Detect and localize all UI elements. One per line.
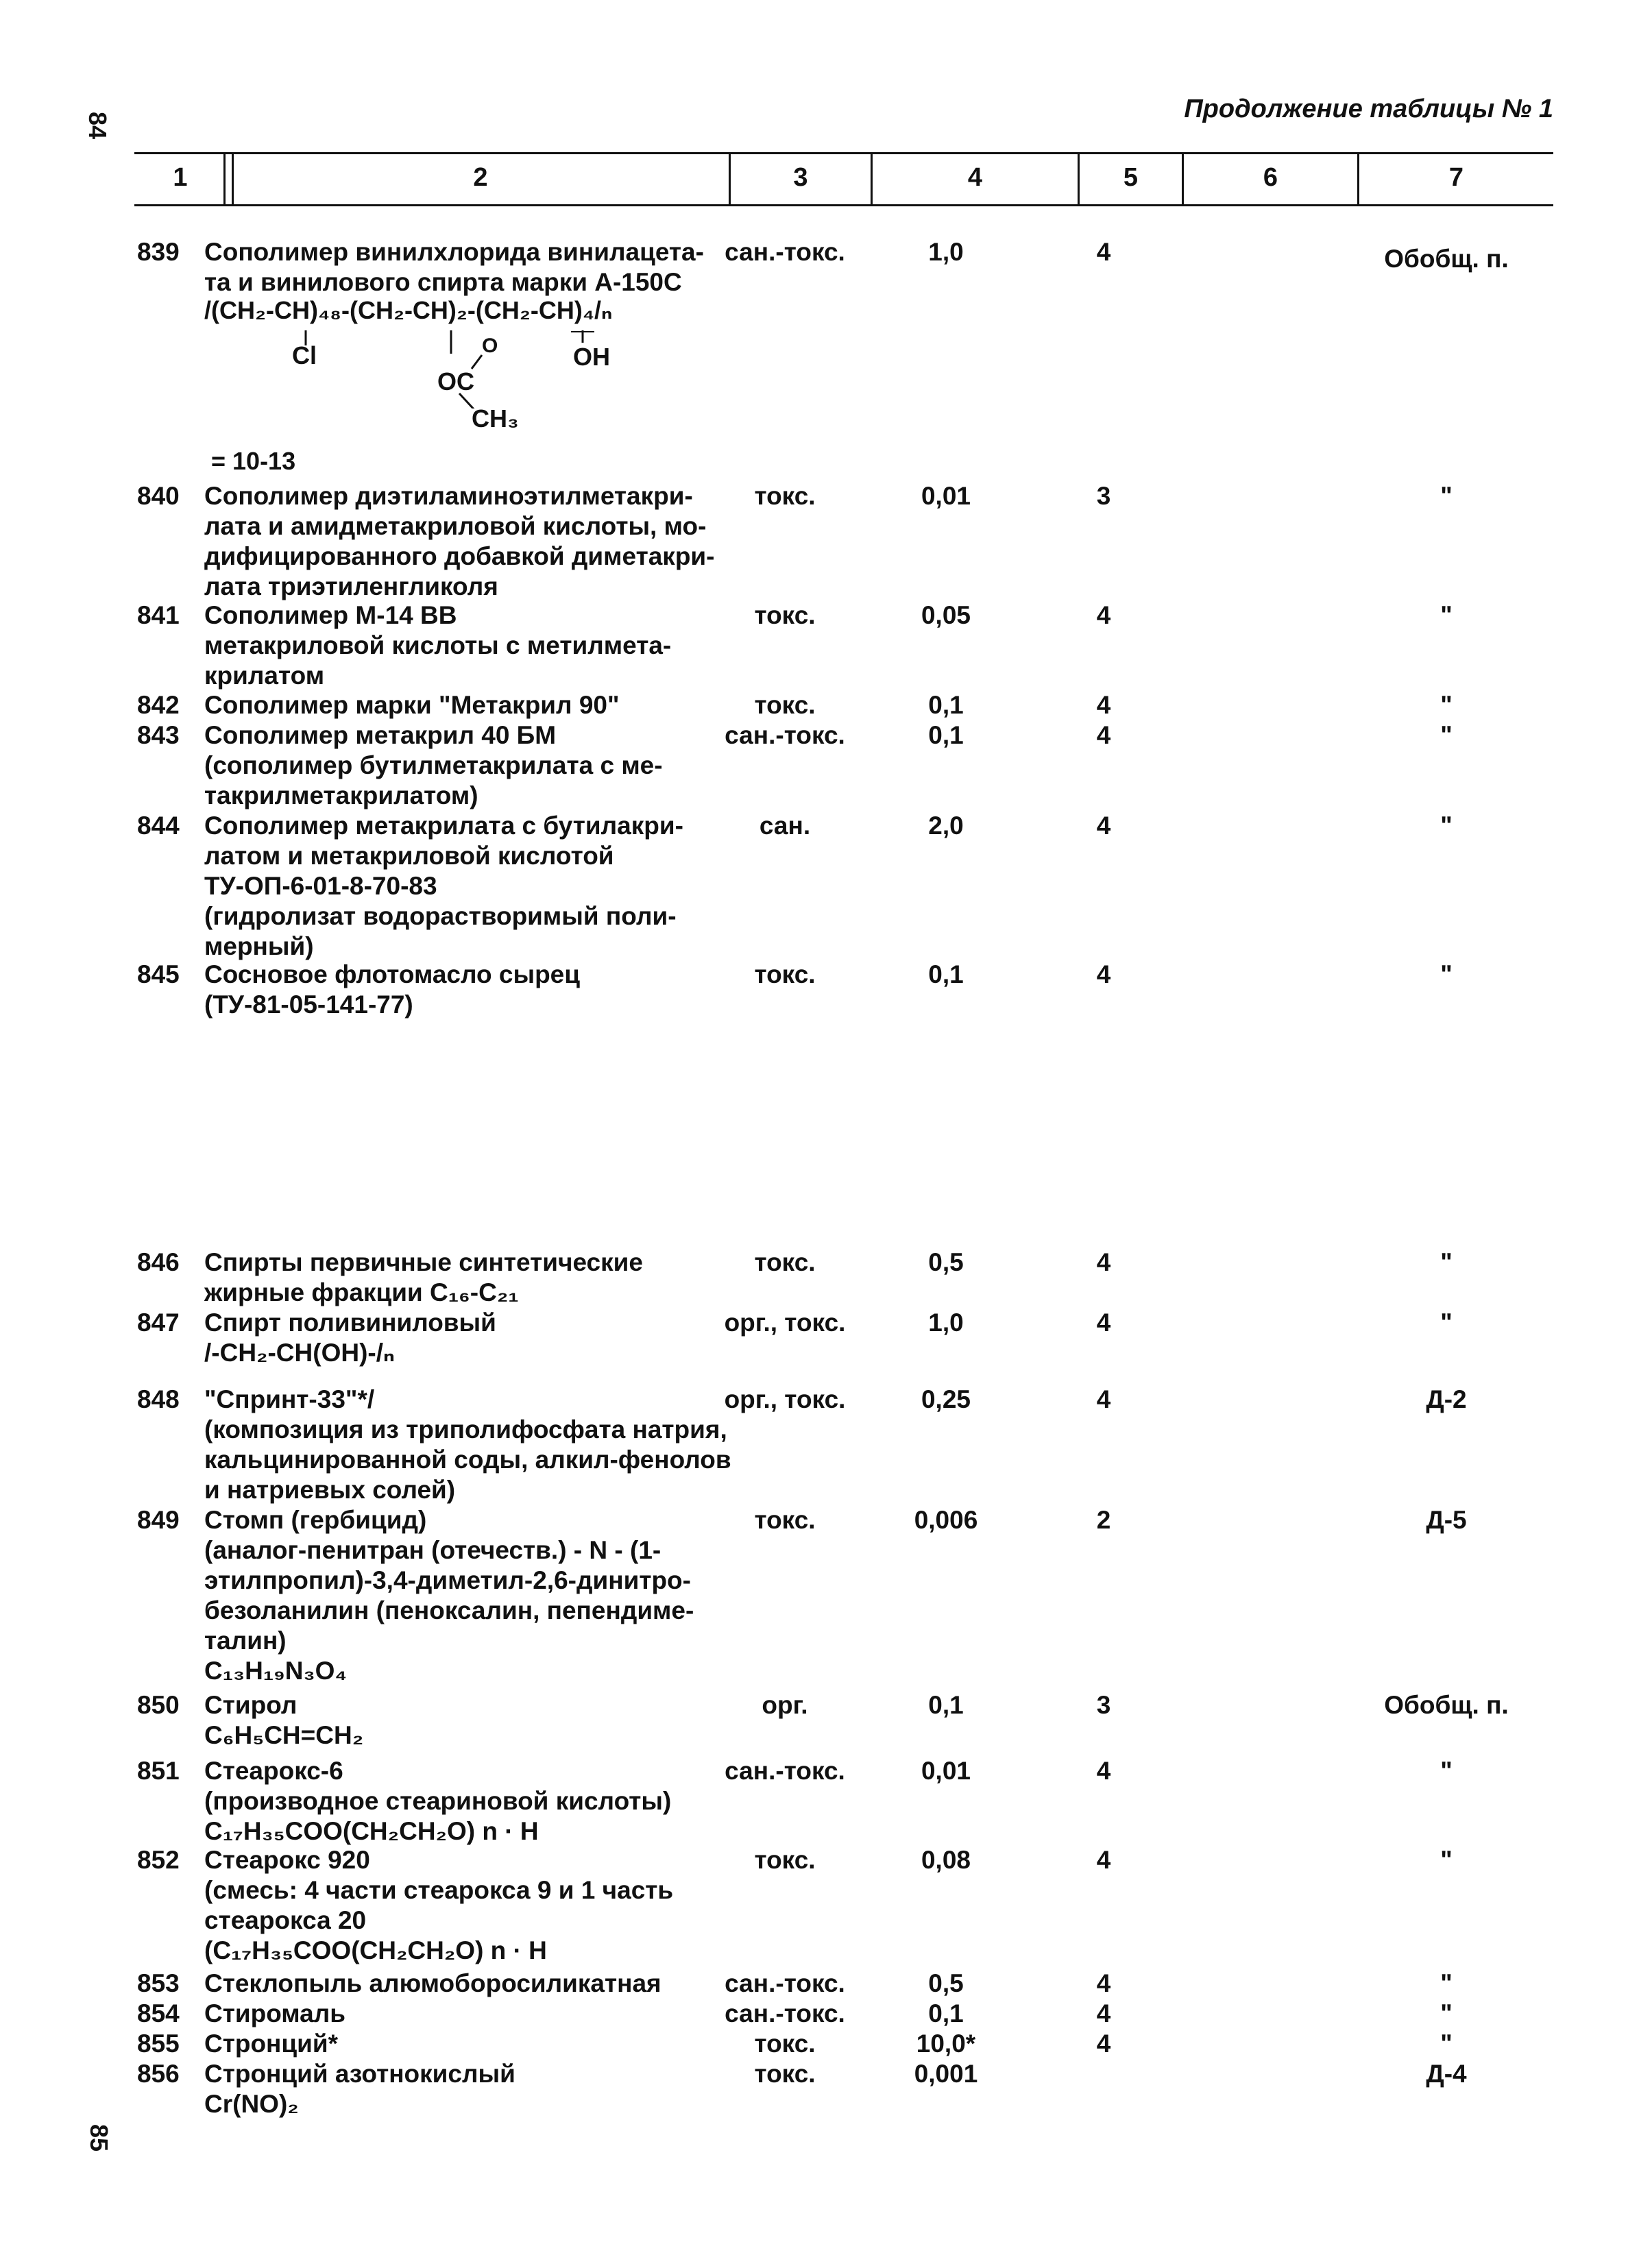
name-line: Стирол bbox=[204, 1691, 297, 1719]
row-number: 849 bbox=[137, 1506, 180, 1534]
name-line: Сополимер диэтиламиноэтилметакри- bbox=[204, 482, 693, 510]
header-col-5: 5 bbox=[1123, 163, 1139, 192]
name-line: Стронций азотнокислый bbox=[204, 2060, 515, 2088]
name-line: Сополимер метакрил 40 БМ bbox=[204, 721, 557, 749]
formula-o: O bbox=[482, 334, 498, 357]
name-line: Cr(NO)₂ bbox=[204, 2090, 299, 2118]
substance-name bbox=[204, 1247, 725, 1308]
header-col-7: 7 bbox=[1448, 163, 1464, 192]
continuation-title: Продолжение таблицы № 1 bbox=[1184, 95, 1553, 123]
name-line: Стронций* bbox=[204, 2030, 339, 2058]
hazard-class: 4 bbox=[1096, 1999, 1111, 2027]
method: " bbox=[1440, 721, 1453, 749]
hazard-indicator: токс. bbox=[754, 2030, 816, 2058]
substance-name bbox=[204, 481, 725, 602]
hazard-indicator: токс. bbox=[754, 2060, 816, 2088]
name-line: C₁₇H₃₅COO(CH₂CH₂O) n · H bbox=[204, 1817, 539, 1845]
row-number: 855 bbox=[137, 2030, 180, 2058]
limit-value: 0,08 bbox=[921, 1846, 971, 1874]
substance-name bbox=[204, 600, 725, 691]
name-line: и натриевых солей) bbox=[204, 1476, 456, 1504]
method: Д-4 bbox=[1426, 2060, 1467, 2088]
row-number: 842 bbox=[137, 691, 180, 719]
name-line: жирные фракции C₁₆-C₂₁ bbox=[204, 1278, 519, 1306]
method: " bbox=[1440, 1999, 1453, 2027]
hazard-class: 4 bbox=[1096, 1308, 1111, 1337]
header-col-3: 3 bbox=[793, 163, 808, 192]
name-line: лата и амидметакриловой кислоты, мо- bbox=[204, 512, 707, 540]
name-line: талин) bbox=[204, 1627, 287, 1655]
hazard-class: 3 bbox=[1096, 1691, 1111, 1719]
name-line: /-CH₂-CH(OH)-/ₙ bbox=[204, 1339, 395, 1367]
column-divider bbox=[223, 152, 226, 206]
name-line: Стеарокс 920 bbox=[204, 1846, 370, 1874]
row-number: 840 bbox=[137, 482, 180, 510]
name-line: Стеклопыль алюмоборосиликатная bbox=[204, 1969, 661, 1997]
limit-value: 0,006 bbox=[914, 1506, 978, 1534]
substance-name bbox=[204, 960, 725, 1020]
formula-n-range: = 10-13 bbox=[211, 447, 296, 475]
limit-value: 0,01 bbox=[921, 482, 971, 510]
hazard-class: 4 bbox=[1096, 1757, 1111, 1785]
name-line: ТУ-ОП-6-01-8-70-83 bbox=[204, 872, 437, 900]
row-number: 852 bbox=[137, 1846, 180, 1874]
limit-value: 0,1 bbox=[928, 1999, 964, 2027]
name-line: такрилметакрилатом) bbox=[204, 781, 478, 809]
limit-value: 0,25 bbox=[921, 1385, 971, 1413]
row-number: 848 bbox=[137, 1385, 180, 1413]
name-line: (гидролизат водорастворимый поли- bbox=[204, 902, 677, 930]
limit-value: 1,0 bbox=[928, 238, 964, 266]
substance-name bbox=[204, 1756, 725, 1847]
limit-value: 0,1 bbox=[928, 960, 964, 988]
method: " bbox=[1440, 960, 1453, 988]
name-line: (C₁₇H₃₅COO(CH₂CH₂O) n · H bbox=[204, 1936, 547, 1964]
name-line: (производное стеариновой кислоты) bbox=[204, 1787, 672, 1815]
header-col-4: 4 bbox=[967, 163, 983, 192]
hazard-indicator: сан.-токс. bbox=[725, 1969, 845, 1997]
name-line: "Спринт-33"*/ bbox=[204, 1385, 375, 1413]
name-line: мерный) bbox=[204, 932, 314, 960]
limit-value: 1,0 bbox=[928, 1308, 964, 1337]
hazard-indicator: токс. bbox=[754, 691, 816, 719]
method: " bbox=[1440, 812, 1453, 840]
limit-value: 0,1 bbox=[928, 1691, 964, 1719]
method: " bbox=[1440, 1757, 1453, 1785]
name-line: Стомп (гербицид) bbox=[204, 1506, 427, 1534]
substance-name bbox=[204, 1385, 731, 1505]
hazard-indicator: токс. bbox=[754, 1248, 816, 1276]
hazard-class: 3 bbox=[1096, 482, 1111, 510]
name-line: C₁₃H₁₉N₃O₄ bbox=[204, 1657, 348, 1685]
hazard-class: 4 bbox=[1096, 721, 1111, 749]
substance-name bbox=[204, 1845, 725, 1966]
limit-value: 0,001 bbox=[914, 2060, 978, 2088]
name-line: Сополимер винилхлорида винилацета- bbox=[204, 238, 704, 266]
hazard-class: 2 bbox=[1096, 1506, 1111, 1534]
name-line: этилпропил)-3,4-диметил-2,6-динитро- bbox=[204, 1566, 691, 1594]
row-number: 853 bbox=[137, 1969, 180, 1997]
hazard-class: 4 bbox=[1096, 1969, 1111, 1997]
name-line: Стиромаль bbox=[204, 1999, 346, 2027]
hazard-class: 4 bbox=[1096, 960, 1111, 988]
name-line: та и винилового спирта марки А-150С bbox=[204, 268, 682, 296]
name-line: (ТУ-81-05-141-77) bbox=[204, 990, 413, 1019]
method: " bbox=[1440, 1846, 1453, 1874]
hazard-indicator: сан. bbox=[759, 812, 811, 840]
limit-value: 10,0* bbox=[916, 2030, 976, 2058]
method: " bbox=[1440, 1969, 1453, 1997]
formula-cl: Cl bbox=[292, 341, 317, 369]
hazard-indicator: сан.-токс. bbox=[725, 1999, 845, 2027]
limit-value: 0,5 bbox=[928, 1248, 964, 1276]
limit-value: 0,1 bbox=[928, 721, 964, 749]
hazard-indicator: орг., токс. bbox=[724, 1385, 846, 1413]
name-line: кальцинированной соды, алкил-фенолов bbox=[204, 1446, 731, 1474]
method: Д-2 bbox=[1426, 1385, 1467, 1413]
method: " bbox=[1440, 1248, 1453, 1276]
hazard-class: 4 bbox=[1096, 1385, 1111, 1413]
substance-name bbox=[204, 237, 725, 297]
name-line: (аналог-пенитран (отечеств.) - N - (1- bbox=[204, 1536, 661, 1564]
formula-ch3: CH₃ bbox=[472, 404, 519, 433]
hazard-class: 4 bbox=[1096, 691, 1111, 719]
method: Д-5 bbox=[1426, 1506, 1467, 1534]
hazard-class: 4 bbox=[1096, 812, 1111, 840]
formula-oh: OH bbox=[573, 343, 610, 371]
method: " bbox=[1440, 691, 1453, 719]
hazard-indicator: орг., токс. bbox=[724, 1308, 846, 1337]
substance-name bbox=[204, 1690, 725, 1751]
row-number: 841 bbox=[137, 601, 180, 629]
name-line: Спирт поливиниловый bbox=[204, 1308, 496, 1337]
header-col-2: 2 bbox=[473, 163, 488, 192]
header-col-1: 1 bbox=[173, 163, 188, 192]
name-line: Сосновое флотомасло сырец bbox=[204, 960, 581, 988]
limit-value: 0,5 bbox=[928, 1969, 964, 1997]
substance-name bbox=[204, 1969, 725, 1999]
row-number: 856 bbox=[137, 2060, 180, 2088]
limit-value: 0,05 bbox=[921, 601, 971, 629]
limit-value: 0,01 bbox=[921, 1757, 971, 1785]
name-line: латом и метакриловой кислотой bbox=[204, 842, 614, 870]
method: Обобщ. п. bbox=[1384, 245, 1509, 273]
page-number-bottom: 85 bbox=[85, 2123, 114, 2152]
substance-name bbox=[204, 690, 725, 720]
hazard-indicator: сан.-токс. bbox=[725, 238, 845, 266]
name-line: метакриловой кислоты с метилмета- bbox=[204, 631, 672, 659]
header-col-6: 6 bbox=[1263, 163, 1278, 192]
method: " bbox=[1440, 482, 1453, 510]
row-number: 846 bbox=[137, 1248, 180, 1276]
hazard-class: 4 bbox=[1096, 238, 1111, 266]
name-line: C₆H₅CH=CH₂ bbox=[204, 1721, 364, 1749]
hazard-indicator: орг. bbox=[762, 1691, 808, 1719]
row-number: 843 bbox=[137, 721, 180, 749]
substance-name bbox=[204, 720, 725, 811]
hazard-indicator: токс. bbox=[754, 482, 816, 510]
name-line: Сополимер метакрилата с бутилакри- bbox=[204, 812, 683, 840]
row-number: 854 bbox=[137, 1999, 180, 2027]
row-number: 844 bbox=[137, 812, 180, 840]
hazard-indicator: сан.-токс. bbox=[725, 1757, 845, 1785]
name-line: безоланилин (пеноксалин, пепендиме- bbox=[204, 1596, 694, 1624]
name-line: Сополимер М-14 ВВ bbox=[204, 601, 457, 629]
name-line: крилатом bbox=[204, 661, 325, 690]
hazard-indicator: сан.-токс. bbox=[725, 721, 845, 749]
hazard-indicator: токс. bbox=[754, 1846, 816, 1874]
row-number: 845 bbox=[137, 960, 180, 988]
substance-name bbox=[204, 2059, 725, 2119]
name-line: Стеарокс-6 bbox=[204, 1757, 343, 1785]
method: " bbox=[1440, 1308, 1453, 1337]
substance-name bbox=[204, 2029, 725, 2059]
substance-name bbox=[204, 1505, 725, 1686]
header-top-rule bbox=[134, 152, 1553, 154]
substance-name bbox=[204, 1999, 725, 2029]
method: " bbox=[1440, 601, 1453, 629]
row-number: 847 bbox=[137, 1308, 180, 1337]
header-bottom-rule bbox=[134, 204, 1553, 206]
name-line: Сополимер марки "Метакрил 90" bbox=[204, 691, 620, 719]
page-number-top: 84 bbox=[84, 111, 112, 140]
name-line: (смесь: 4 части стеарокса 9 и 1 часть bbox=[204, 1876, 674, 1904]
formula-oc: OC bbox=[437, 367, 474, 395]
name-line: лата триэтиленгликоля bbox=[204, 572, 498, 600]
limit-value: 0,1 bbox=[928, 691, 964, 719]
hazard-indicator: токс. bbox=[754, 960, 816, 988]
hazard-class: 4 bbox=[1096, 2030, 1111, 2058]
hazard-class: 4 bbox=[1096, 601, 1111, 629]
row-number: 839 bbox=[137, 238, 180, 266]
row-number: 851 bbox=[137, 1757, 180, 1785]
name-line: стеарокса 20 bbox=[204, 1906, 367, 1934]
substance-name bbox=[204, 1308, 725, 1368]
method: Обобщ. п. bbox=[1384, 1691, 1509, 1719]
row-number: 850 bbox=[137, 1691, 180, 1719]
method: " bbox=[1440, 2030, 1453, 2058]
hazard-class: 4 bbox=[1096, 1248, 1111, 1276]
hazard-indicator: токс. bbox=[754, 1506, 816, 1534]
hazard-class: 4 bbox=[1096, 1846, 1111, 1874]
limit-value: 2,0 bbox=[928, 812, 964, 840]
substance-name bbox=[204, 811, 725, 962]
name-line: Спирты первичные синтетические bbox=[204, 1248, 643, 1276]
hazard-indicator: токс. bbox=[754, 601, 816, 629]
name-line: (композиция из триполифосфата натрия, bbox=[204, 1415, 727, 1443]
name-line: дифицированного добавкой диметакри- bbox=[204, 542, 715, 570]
formula-main: /(CH₂-CH)₄₈-(CH₂-CH)₂-(CH₂-CH)₄/ₙ bbox=[204, 296, 613, 324]
name-line: (сополимер бутилметакрилата с ме- bbox=[204, 751, 663, 779]
